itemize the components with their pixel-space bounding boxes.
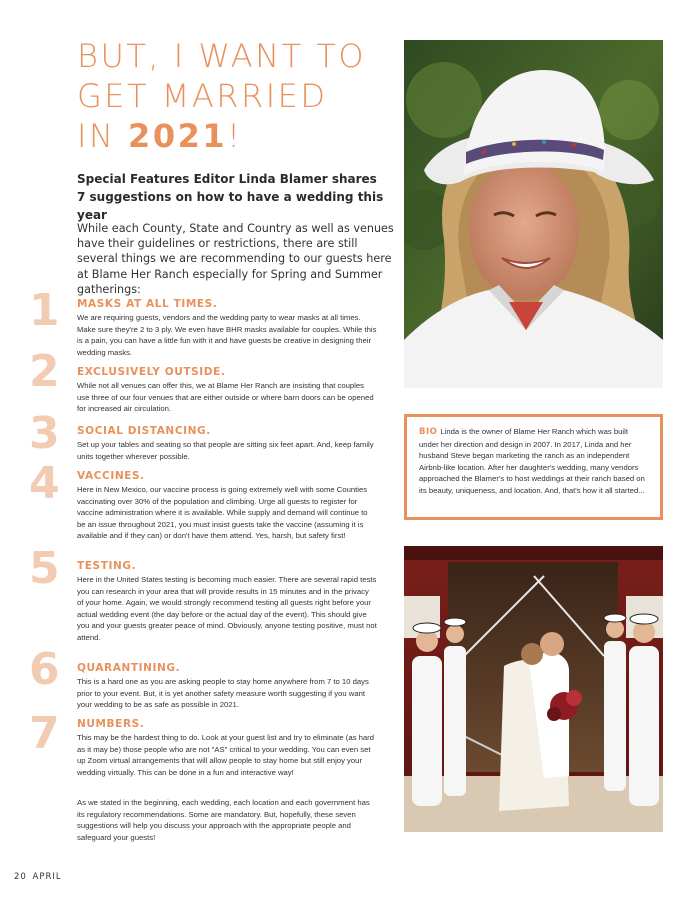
page-number: 20 [14,872,27,882]
item-7-title: NUMBERS. [77,718,145,730]
item-3-title: SOCIAL DISTANCING. [77,425,211,437]
item-5-body: Here in the United States testing is becoming much easier. There are several rapid tests you can research in your area that will provide results in 15 minutes and in the privacy of your home. Again, we would strongly recommend testing all guests right before your actual wedding event (the day before or the actual day of the event). This should give you and your guests greater peace of mind. Obviously, anyone testing positive, must not attend. [77,575,377,642]
item-1-number: 1 [29,285,60,336]
item-5-number: 5 [29,543,60,594]
article-intro: While each County, State and Country as well as venues have their guidelines or restrictions, there are still several things we are recommending to our guests here at Blame Her Ranch especially for Spring and Summer gatherings: [77,222,394,296]
headline-year: 2021 [128,117,228,155]
bio-text: Linda is the owner of Blame Her Ranch which was built under her direction and design in 2007. In 2017, Linda and her husband Steve began marketing the ranch as an independent Airbnb-like location. After her daughter's wedding, many vendors approached the Blamer's to host weddings at their ranch based on its beauty, uniqueness, and location. And, that's how it all started... [419,427,645,495]
item-6-number: 6 [29,644,60,695]
wedding-illustration [404,546,663,832]
portrait-photo [404,40,663,388]
item-5-title: TESTING. [77,560,137,572]
item-6-body: This is a hard one as you are asking people to stay home anywhere from 7 to 10 days prior to your event. But, it is yet another safety measure worth suggesting if you want your wedding to be as safe as possible in 2021. [77,677,369,710]
article-outro: As we stated in the beginning, each wedding, each location and each government has its regulatory recommendations. Some are mandatory. But, hopefully, these seven suggestions will help you discuss your approach with the appropriate people and safeguard your guests! [77,798,370,842]
bio-box [404,414,663,520]
issue-month: APRIL [32,872,62,882]
item-3-number: 3 [29,408,60,459]
item-2-number: 2 [29,346,60,397]
item-4-title: VACCINES. [77,470,145,482]
item-6-title: QUARANTINING. [77,662,181,674]
item-4-body: Here in New Mexico, our vaccine process is going extremely well with some Counties vaccinating over 30% of the population and climbing. Urge all guests to register for vaccine administration where it is available. While supply and demand will continue to be an issue throughout 2021, you must insist guests take the vaccine (assuming it is available and if they can) or don't have them attend. Yes, harsh, but safety first! [77,485,368,541]
headline-line-1: BUT, I WANT TO [77,37,367,75]
item-2-title: EXCLUSIVELY OUTSIDE. [77,366,226,378]
wedding-photo [404,546,663,832]
item-3-body: Set up your tables and seating so that people are sitting six feet apart. And, keep family units together wherever possible. [77,440,374,461]
item-1-body: We are requiring guests, vendors and the wedding party to wear masks at all times. Make sure they're 2 to 3 ply. We even have BHR masks available for couples. While this is a pain, you can have a little fun with it and have guests be creative in designing their wedding masks. [77,313,377,357]
item-2-body: While not all venues can offer this, we at Blame Her Ranch are insisting that couples use three of our four venues that are either outside or where barn doors can be opened for increased air circulation. [77,381,374,414]
article-headline [77,36,397,156]
portrait-illustration [404,40,663,388]
bio-tag: BIO [419,427,438,437]
item-4-number: 4 [29,458,60,509]
item-7-number: 7 [29,708,60,759]
headline-line-3 [77,116,397,156]
page-folio [14,872,62,882]
article-subhead: Special Features Editor Linda Blamer shares 7 suggestions on how to have a wedding this year [77,172,384,222]
headline-line-3-prefix: IN [77,117,129,155]
item-7-body: This may be the hardest thing to do. Look at your guest list and try to eliminate (as hard as it may be) those people who are not "AS" critical to your wedding. You can even set up Zoom virtual arrangements that will allow people to stay home but still enjoy your wedding virtually. This can be done in a fun and interactive way! [77,733,374,777]
item-1-title: MASKS AT ALL TIMES. [77,298,218,310]
headline-line-2: GET MARRIED [77,77,328,115]
headline-line-3-suffix: ! [227,117,243,155]
